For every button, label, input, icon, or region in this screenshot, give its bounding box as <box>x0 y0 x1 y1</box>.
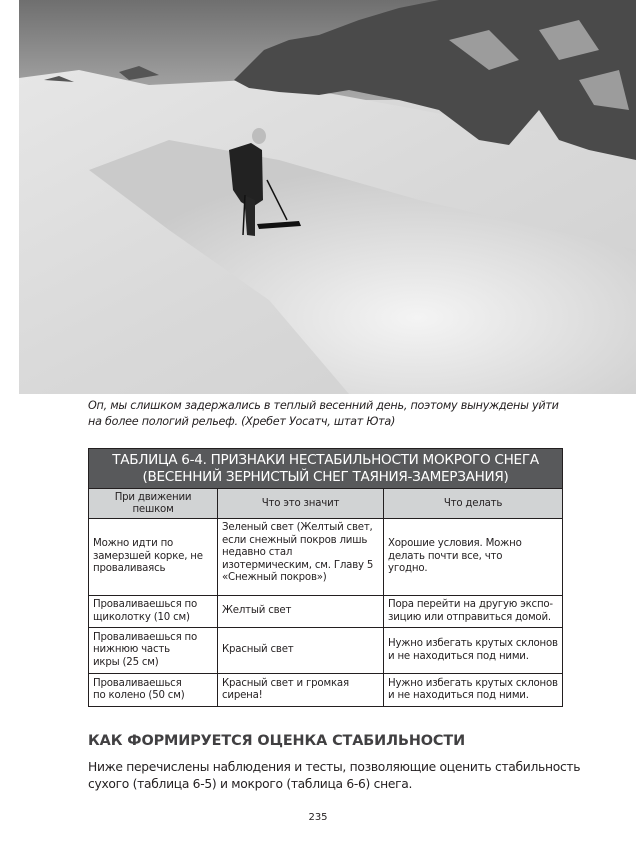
cell-meaning <box>218 519 384 596</box>
photo-illustration <box>19 0 636 394</box>
cell-action: Нужно избегать крутых склонов и не находиться под ними. <box>384 628 563 674</box>
photo-skier-avalanche-debris <box>19 0 636 394</box>
table-header-row <box>89 489 563 519</box>
cell-action: Нужно избегать крутых склонов и не находиться под ними. <box>384 674 563 707</box>
header-action: Что делать <box>384 489 563 519</box>
table-title-line2: (ВЕСЕННИЙ ЗЕРНИСТЫЙ СНЕГ ТАЯНИЯ-ЗАМЕРЗАНИЯ) <box>142 469 509 485</box>
table-row <box>89 674 563 707</box>
section-body-text: Ниже перечислены наблюдения и тесты, позволяющие оценить стабильность сухого (таблица 6-5) и мокрого (таблица 6-6) снега. <box>88 760 581 791</box>
cell-meaning: Красный свет и громкая сирена! <box>218 674 384 707</box>
table-row <box>89 596 563 628</box>
table-row <box>89 519 563 596</box>
section-heading: КАК ФОРМИРУЕТСЯ ОЦЕНКА СТАБИЛЬНОСТИ <box>88 733 466 749</box>
cell-meaning: Желтый свет <box>218 596 384 628</box>
header-walking: При движении пешком <box>89 489 218 519</box>
header-meaning: Что это значит <box>218 489 384 519</box>
cell-walking: Можно идти по замерзшей корке, не проваливаясь <box>89 519 218 596</box>
cell-walking: Проваливаешься по щиколотку (10 см) <box>89 596 218 628</box>
photo-caption: Оп, мы слишком задержались в теплый весенний день, поэтому вынуждены уйти на более пологий рельеф. (Хребет Уосатч, штат Юта) <box>88 399 559 428</box>
table-row <box>89 628 563 674</box>
cell-meaning: Красный свет <box>218 628 384 674</box>
cell-meaning-text: Зеленый свет (Желтый свет, если снежный покров лишь недавно стал изотермическим, см. Главу 5 «Снежный покров») <box>222 522 374 583</box>
table-title <box>89 449 563 489</box>
cell-walking: Проваливаешься по колено (50 см) <box>89 674 218 707</box>
cell-action: Пора перейти на другую экспо-зицию или отправиться домой. <box>384 596 563 628</box>
cell-walking: Проваливаешься по нижнюю часть икры (25 см) <box>89 628 218 674</box>
table-title-line1: ТАБЛИЦА 6-4. ПРИЗНАКИ НЕСТАБИЛЬНОСТИ МОКРОГО СНЕГА <box>112 452 539 468</box>
cell-action: Хорошие условия. Можно делать почти все, что угодно. <box>384 519 563 596</box>
page-number: 235 <box>308 812 328 823</box>
wet-snow-instability-table <box>88 448 562 707</box>
